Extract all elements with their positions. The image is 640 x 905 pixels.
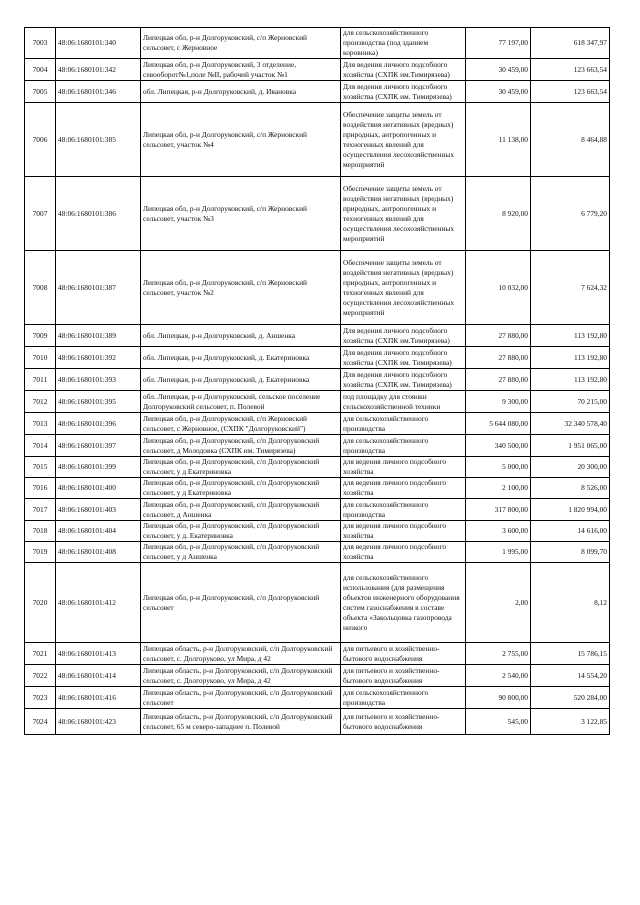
document-page <box>24 27 609 735</box>
area-value: 317 800,00 <box>466 499 531 521</box>
row-number: 7005 <box>25 81 56 103</box>
cadastral-number: 48:06:1680101:396 <box>56 413 141 435</box>
cadastral-value: 14 616,00 <box>531 521 610 542</box>
table-row <box>25 643 610 665</box>
table-row <box>25 542 610 563</box>
cadastral-value: 123 663,54 <box>531 81 610 103</box>
address: Липецкая обл, р-н Долгоруковский, с/п Долгоруковский сельсовет, у д Екатериновка <box>141 457 341 478</box>
cadastral-value: 8 099,70 <box>531 542 610 563</box>
area-value: 545,00 <box>466 709 531 735</box>
cadastral-number: 48:06:1680101:340 <box>56 28 141 59</box>
area-value: 11 138,00 <box>466 103 531 177</box>
permitted-use: под площадку для стоянки сельскохозяйственной техники <box>341 391 466 413</box>
address: обл. Липецкая, р-н Долгоруковский, сельское поселение Долгоруковский сельсовет, п. Полевой <box>141 391 341 413</box>
table-row <box>25 687 610 709</box>
row-number: 7009 <box>25 325 56 347</box>
permitted-use: для питьевого и хозяйственно-бытового водоснабжения <box>341 643 466 665</box>
table-row <box>25 28 610 59</box>
cadastral-number: 48:06:1680101:387 <box>56 251 141 325</box>
permitted-use: для ведения личного подсобного хозяйства <box>341 521 466 542</box>
permitted-use: Обеспечение защиты земель от воздействия негативных (вредных) природных, антропогенных и техногенных явлений для осуществления лесохозяйственных мероприятий <box>341 103 466 177</box>
table-row <box>25 369 610 391</box>
table-row <box>25 435 610 457</box>
cadastral-value: 123 663,54 <box>531 59 610 81</box>
row-number: 7003 <box>25 28 56 59</box>
address: Липецкая обл, р-н Долгоруковский, с/п Жерновский сельсовет, с Жерновное <box>141 28 341 59</box>
address: Липецкая обл, р-н Долгоруковский, с/п Долгоруковский сельсовет, у д Аншенка <box>141 542 341 563</box>
row-number: 7019 <box>25 542 56 563</box>
area-value: 5 644 080,00 <box>466 413 531 435</box>
permitted-use: для сельскохозяйственного производства (под зданием коровника) <box>341 28 466 59</box>
permitted-use: для сельскохозяйственного производства <box>341 413 466 435</box>
address: Липецкая обл, р-н Долгоруковский, с/п Долгоруковский сельсовет <box>141 563 341 643</box>
area-value: 2 100,00 <box>466 478 531 499</box>
cadastral-value: 113 192,80 <box>531 369 610 391</box>
permitted-use: Обеспечение защиты земель от воздействия негативных (вредных) природных, антропогенных и техногенных явлений для осуществления лесохозяйственных мероприятий <box>341 251 466 325</box>
cadastral-number: 48:06:1680101:416 <box>56 687 141 709</box>
table-row <box>25 347 610 369</box>
cadastral-value: 618 347,97 <box>531 28 610 59</box>
table-row <box>25 499 610 521</box>
address: обл. Липецкая, р-н Долгоруковский, д. Аншенка <box>141 325 341 347</box>
permitted-use: для ведения личного подсобного хозяйства <box>341 542 466 563</box>
row-number: 7018 <box>25 521 56 542</box>
cadastral-number: 48:06:1680101:386 <box>56 177 141 251</box>
table-row <box>25 478 610 499</box>
cadastral-number: 48:06:1680101:393 <box>56 369 141 391</box>
table-row <box>25 457 610 478</box>
cadastral-value: 8 464,88 <box>531 103 610 177</box>
address: обл. Липецкая, р-н Долгоруковский, д. Екатериновка <box>141 347 341 369</box>
table-row <box>25 521 610 542</box>
address: Липецкая обл, р-н Долгоруковский, с/п Долгоруковский сельсовет, у д Екатериновка <box>141 478 341 499</box>
permitted-use: для сельскохозяйственного использования (для размещения объектов инженерного оборудования систем газоснабжения в составе объекта «Закольцовка газопровода низкого <box>341 563 466 643</box>
area-value: 3 600,00 <box>466 521 531 542</box>
row-number: 7012 <box>25 391 56 413</box>
cadastral-number: 48:06:1680101:412 <box>56 563 141 643</box>
cadastral-number: 48:06:1680101:413 <box>56 643 141 665</box>
address: Липецкая область, р-н Долгоруковский, с/п Долгоруковский сельсовет, 65 м северо-западнее п. Полевой <box>141 709 341 735</box>
address: Липецкая обл, р-н Долгоруковский, с/п Жерновский сельсовет, участок №4 <box>141 103 341 177</box>
table-row <box>25 665 610 687</box>
row-number: 7007 <box>25 177 56 251</box>
permitted-use: для сельскохозяйственного производства <box>341 435 466 457</box>
row-number: 7023 <box>25 687 56 709</box>
permitted-use: для сельскохозяйственного производства <box>341 687 466 709</box>
address: Липецкая обл, р-н Долгоруковский, с/п Долгоруковский сельсовет, д Молодовка (СХПК им. Тимирязева) <box>141 435 341 457</box>
table-row <box>25 59 610 81</box>
area-value: 27 880,00 <box>466 347 531 369</box>
row-number: 7021 <box>25 643 56 665</box>
permitted-use: Для ведения личного подсобного хозяйства (СХПК им. Тимирязева) <box>341 81 466 103</box>
area-value: 9 300,00 <box>466 391 531 413</box>
address: Липецкая область, р-н Долгоруковский, с/п Долгоруковский сельсовет, с. Долгоруково, ул Мира, д 42 <box>141 643 341 665</box>
area-value: 340 500,00 <box>466 435 531 457</box>
row-number: 7013 <box>25 413 56 435</box>
cadastral-value: 32 340 578,40 <box>531 413 610 435</box>
permitted-use: для питьевого и хозяйственно-бытового водоснабжения <box>341 709 466 735</box>
table-row <box>25 413 610 435</box>
cadastral-value: 20 300,00 <box>531 457 610 478</box>
cadastral-number: 48:06:1680101:395 <box>56 391 141 413</box>
land-registry-table <box>24 27 610 735</box>
row-number: 7020 <box>25 563 56 643</box>
row-number: 7008 <box>25 251 56 325</box>
cadastral-number: 48:06:1680101:414 <box>56 665 141 687</box>
area-value: 2 540,00 <box>466 665 531 687</box>
row-number: 7024 <box>25 709 56 735</box>
area-value: 30 459,00 <box>466 81 531 103</box>
address: Липецкая обл, р-н Долгоруковский, с/п Жерновский сельсовет, с Жерновное, (СХПК "Долгоруковский") <box>141 413 341 435</box>
cadastral-value: 70 215,00 <box>531 391 610 413</box>
area-value: 77 197,00 <box>466 28 531 59</box>
permitted-use: Для ведения личного подсобного хозяйства (СХПК им. Тимирязева) <box>341 369 466 391</box>
permitted-use: Для ведения личного подсобного хозяйства (СХПК им.Тимирязева) <box>341 59 466 81</box>
cadastral-number: 48:06:1680101:408 <box>56 542 141 563</box>
address: обл. Липецкая, р-н Долгоруковский, д. Ивановка <box>141 81 341 103</box>
cadastral-value: 1 951 065,00 <box>531 435 610 457</box>
cadastral-number: 48:06:1680101:403 <box>56 499 141 521</box>
row-number: 7017 <box>25 499 56 521</box>
address: Липецкая обл, р-н Долгоруковский, с/п Жерновский сельсовет, участок №3 <box>141 177 341 251</box>
row-number: 7015 <box>25 457 56 478</box>
row-number: 7006 <box>25 103 56 177</box>
area-value: 27 880,00 <box>466 369 531 391</box>
cadastral-number: 48:06:1680101:423 <box>56 709 141 735</box>
address: Липецкая обл, р-н Долгоруковский, с/п Долгоруковский сельсовет, д Аншенка <box>141 499 341 521</box>
row-number: 7004 <box>25 59 56 81</box>
table-row <box>25 325 610 347</box>
address: Липецкая область, р-н Долгоруковский, с/п Долгоруковский сельсовет <box>141 687 341 709</box>
address: Липецкая обл, р-н Долгоруковский, с/п Жерновский сельсовет, участок №2 <box>141 251 341 325</box>
permitted-use: Обеспечение защиты земель от воздействия негативных (вредных) природных, антропогенных и техногенных явлений для осуществления лесохозяйственных мероприятий <box>341 177 466 251</box>
table-row <box>25 563 610 643</box>
cadastral-number: 48:06:1680101:346 <box>56 81 141 103</box>
permitted-use: для ведения личного подсобного хозяйства <box>341 457 466 478</box>
cadastral-number: 48:06:1680101:389 <box>56 325 141 347</box>
area-value: 1 995,00 <box>466 542 531 563</box>
table-row <box>25 177 610 251</box>
table-row <box>25 391 610 413</box>
row-number: 7010 <box>25 347 56 369</box>
cadastral-number: 48:06:1680101:397 <box>56 435 141 457</box>
area-value: 10 032,00 <box>466 251 531 325</box>
table-body <box>25 28 610 735</box>
cadastral-number: 48:06:1680101:404 <box>56 521 141 542</box>
address: Липецкая область, р-н Долгоруковский, с/п Долгоруковский сельсовет, с. Долгоруково, ул Мира, д 42 <box>141 665 341 687</box>
permitted-use: Для ведения личного подсобного хозяйства (СХПК им.Тимирязева) <box>341 325 466 347</box>
cadastral-number: 48:06:1680101:385 <box>56 103 141 177</box>
permitted-use: Для ведения личного подсобного хозяйства (СХПК им. Тимирязева) <box>341 347 466 369</box>
cadastral-value: 15 786,15 <box>531 643 610 665</box>
cadastral-number: 48:06:1680101:342 <box>56 59 141 81</box>
cadastral-number: 48:06:1680101:399 <box>56 457 141 478</box>
address: Липецкая обл, р-н Долгоруковский, 3 отделение, севооборот№1,поле №II, рабочий участок №1 <box>141 59 341 81</box>
cadastral-value: 6 779,20 <box>531 177 610 251</box>
area-value: 30 459,00 <box>466 59 531 81</box>
cadastral-value: 14 554,20 <box>531 665 610 687</box>
row-number: 7016 <box>25 478 56 499</box>
cadastral-value: 3 122,85 <box>531 709 610 735</box>
permitted-use: для сельскохозяйственного производства <box>341 499 466 521</box>
cadastral-value: 520 284,00 <box>531 687 610 709</box>
row-number: 7022 <box>25 665 56 687</box>
table-row <box>25 103 610 177</box>
table-row <box>25 81 610 103</box>
address: Липецкая обл, р-н Долгоруковский, с/п Долгоруковский сельсовет, у д. Екатериновка <box>141 521 341 542</box>
cadastral-value: 8,12 <box>531 563 610 643</box>
area-value: 5 000,00 <box>466 457 531 478</box>
permitted-use: для питьевого и хозяйственно-бытового водоснабжения <box>341 665 466 687</box>
cadastral-number: 48:06:1680101:400 <box>56 478 141 499</box>
address: обл. Липецкая, р-н Долгоруковский, д. Екатериновка <box>141 369 341 391</box>
permitted-use: для ведения личного подсобного хозяйства <box>341 478 466 499</box>
table-row <box>25 709 610 735</box>
table-row <box>25 251 610 325</box>
area-value: 8 920,00 <box>466 177 531 251</box>
cadastral-value: 7 624,32 <box>531 251 610 325</box>
cadastral-value: 1 820 994,00 <box>531 499 610 521</box>
area-value: 90 800,00 <box>466 687 531 709</box>
area-value: 2,00 <box>466 563 531 643</box>
row-number: 7014 <box>25 435 56 457</box>
cadastral-number: 48:06:1680101:392 <box>56 347 141 369</box>
cadastral-value: 113 192,80 <box>531 325 610 347</box>
cadastral-value: 113 192,80 <box>531 347 610 369</box>
row-number: 7011 <box>25 369 56 391</box>
area-value: 2 755,00 <box>466 643 531 665</box>
cadastral-value: 8 526,00 <box>531 478 610 499</box>
area-value: 27 880,00 <box>466 325 531 347</box>
